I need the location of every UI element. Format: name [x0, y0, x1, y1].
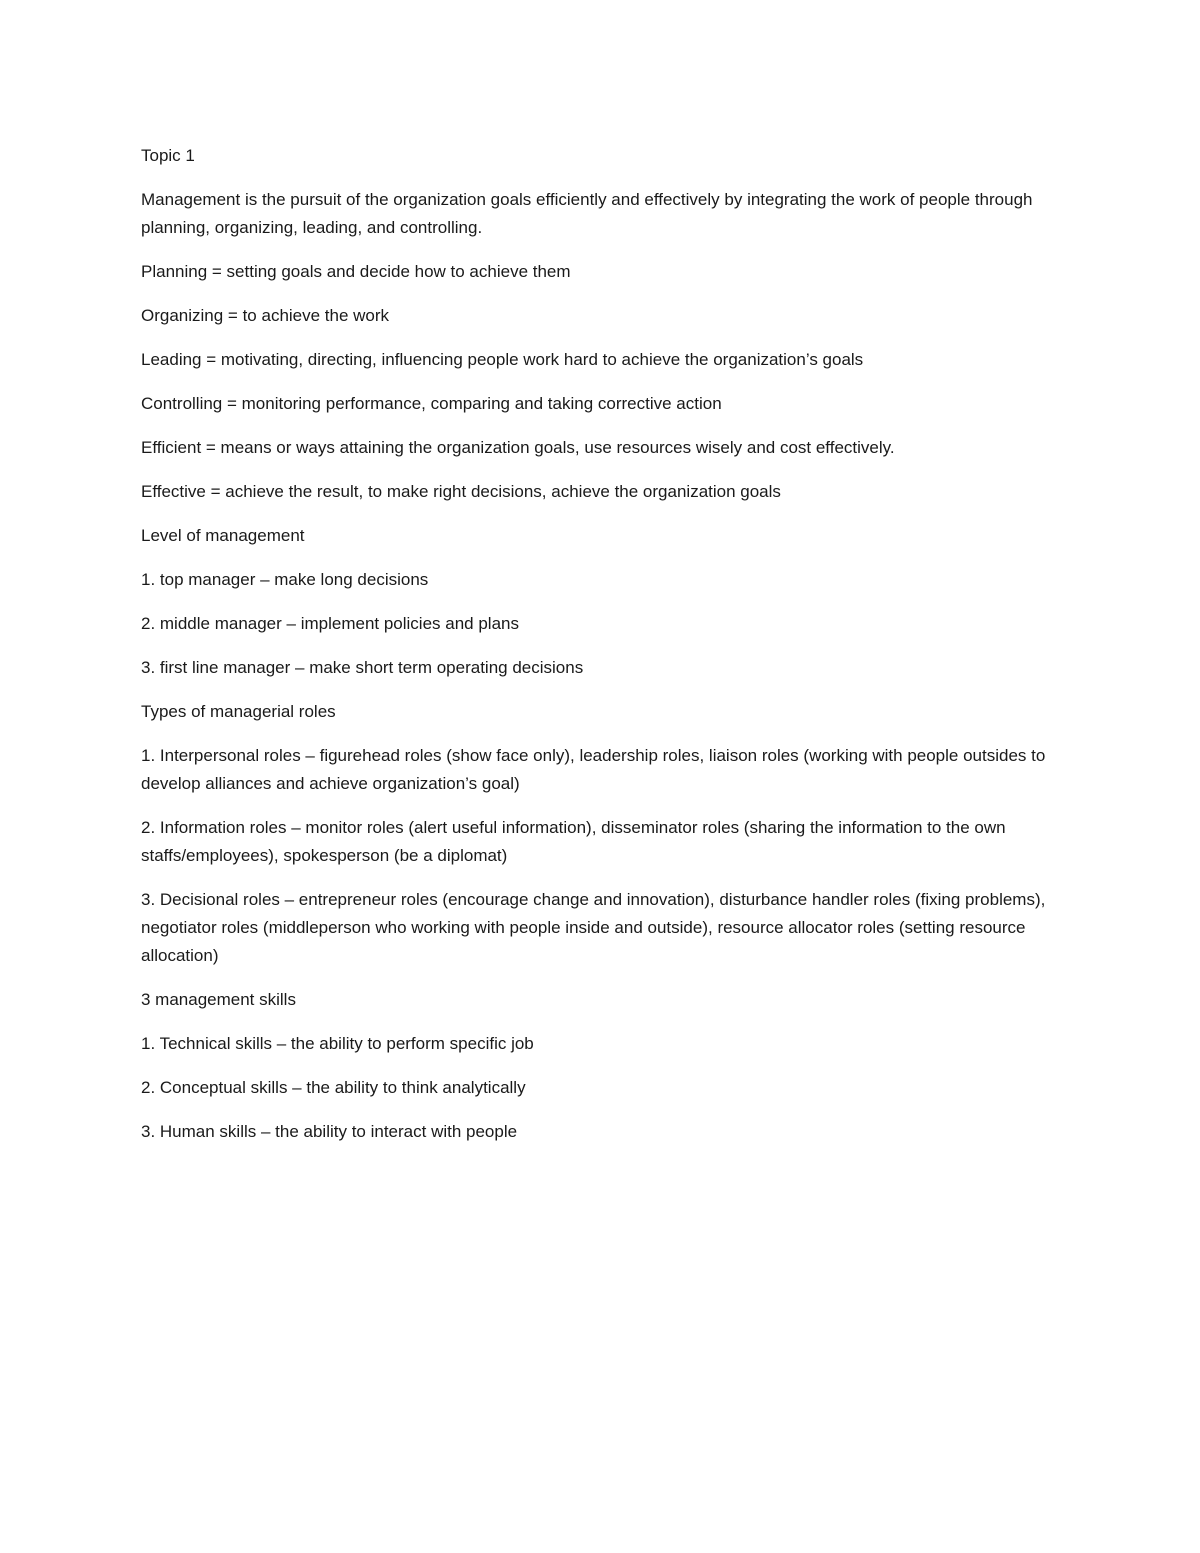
document-body [141, 142, 1066, 1162]
leading-definition: Leading = motivating, directing, influencing people work hard to achieve the organization’s goals [141, 350, 864, 369]
skill-item-human: 3. Human skills – the ability to interact with people [141, 1122, 518, 1141]
skill-item-technical: 1. Technical skills – the ability to perform specific job [141, 1034, 534, 1053]
topic-heading: Topic 1 [141, 146, 195, 165]
levels-heading: Level of management [141, 526, 305, 545]
role-item-interpersonal: 1. Interpersonal roles – figurehead roles (show face only), leadership roles, liaison roles (working with people outsides to develop alliances and achieve organization’s goal) [141, 746, 1046, 793]
role-item-decisional: 3. Decisional roles – entrepreneur roles (encourage change and innovation), disturbance handler roles (fixing problems), negotiator roles (middleperson who working with people inside and outside), resource allocator roles (setting resource allocation) [141, 890, 1046, 965]
role-item-information: 2. Information roles – monitor roles (alert useful information), disseminator roles (sharing the information to the own staffs/employees), spokesperson (be a diplomat) [141, 818, 1006, 865]
level-item-middle-manager: 2. middle manager – implement policies and plans [141, 614, 519, 633]
efficient-definition: Efficient = means or ways attaining the organization goals, use resources wisely and cost effectively. [141, 438, 895, 457]
skills-heading: 3 management skills [141, 990, 296, 1009]
level-item-first-line-manager: 3. first line manager – make short term operating decisions [141, 658, 584, 677]
management-definition: Management is the pursuit of the organization goals efficiently and effectively by integrating the work of people through planning, organizing, leading, and controlling. [141, 190, 1033, 237]
skill-item-conceptual: 2. Conceptual skills – the ability to think analytically [141, 1078, 526, 1097]
effective-definition: Effective = achieve the result, to make right decisions, achieve the organization goals [141, 482, 781, 501]
controlling-definition: Controlling = monitoring performance, comparing and taking corrective action [141, 394, 722, 413]
planning-definition: Planning = setting goals and decide how to achieve them [141, 262, 571, 281]
organizing-definition: Organizing = to achieve the work [141, 306, 390, 325]
level-item-top-manager: 1. top manager – make long decisions [141, 570, 429, 589]
roles-heading: Types of managerial roles [141, 702, 336, 721]
